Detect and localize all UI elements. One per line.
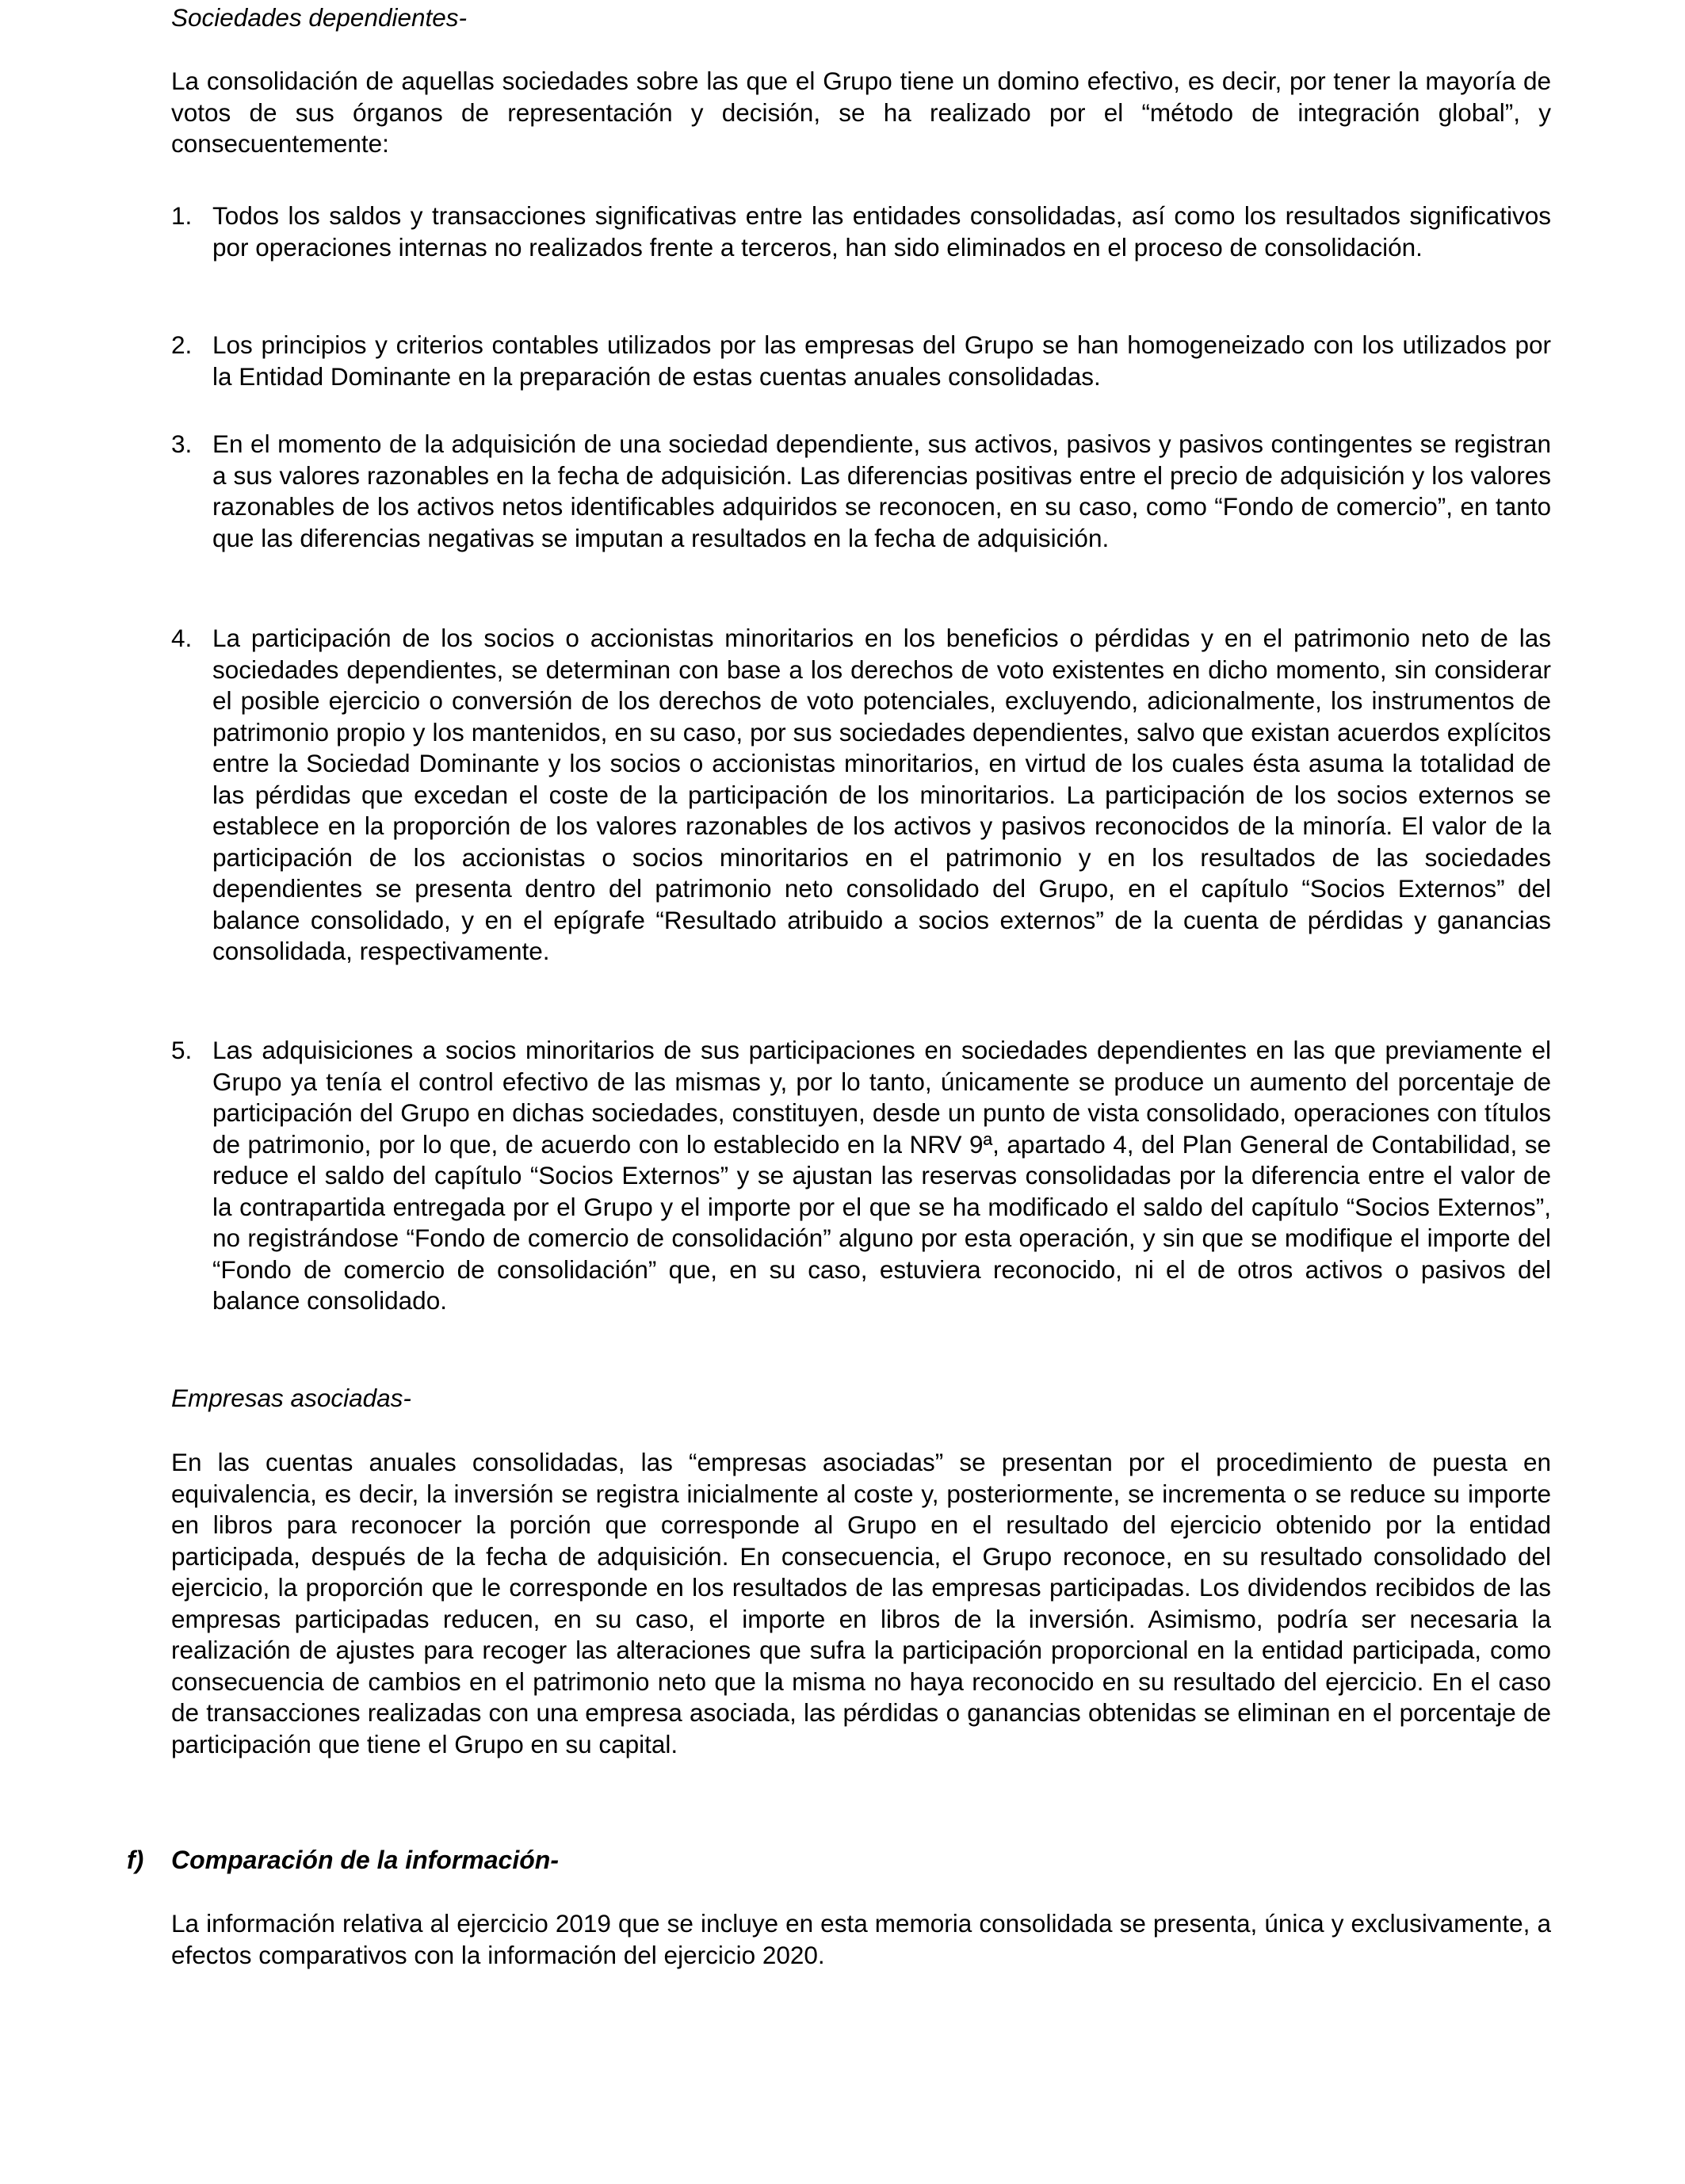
section-heading-comparacion [127,1845,559,1877]
list-item-number: 3. [171,430,193,458]
paragraph-dependientes-intro: La consolidación de aquellas sociedades sobre las que el Grupo tiene un domino efectivo, es decir, por tener la mayoría de votos de sus órganos de representación y decisión, se ha realizado por el “método de integración global”, y consecuentemente: [171,67,1551,158]
section-title: Comparación de la información- [171,1846,559,1874]
list-item-text: Todos los saldos y transacciones significativas entre las entidades consolidadas, así como los resultados significativos por operaciones internas no realizados frente a terceros, han sido eliminados en el proceso de consolidación. [212,201,1551,262]
list-item-text: Las adquisiciones a socios minoritarios de sus participaciones en sociedades dependientes en las que previamente el Grupo ya tenía el control efectivo de las mismas y, por lo tanto, únicamente se produce un aumento del porcentaje de participación del Grupo en dichas sociedades, constituyen, desde un punto de vista consolidado, operaciones con títulos de patrimonio, por lo que, de acuerdo con lo establecido en la NRV 9ª, apartado 4, del Plan General de Contabilidad, se reduce el saldo del capítulo “Socios Externos” y se ajustan las reservas consolidadas por la diferencia entre el valor de la contrapartida entregada por el Grupo y el importe por el que se ha modificado el saldo del capítulo “Socios Externos”, no registrándose “Fondo de comercio de consolidación” alguno por esta operación, y sin que se modifique el importe del “Fondo de comercio de consolidación” que, en su caso, estuviera reconocido, ni el de otros activos o pasivos del balance consolidado. [212,1036,1551,1315]
list-item [171,330,1551,392]
list-item-number: 2. [171,330,193,359]
list-item-text: En el momento de la adquisición de una sociedad dependiente, sus activos, pasivos y pasivos contingentes se registran a sus valores razonables en la fecha de adquisición. Las diferencias positivas entre el precio de adquisición y los valores razonables de los activos netos identificables adquiridos se reconocen, en su caso, como “Fondo de comercio”, en tanto que las diferencias negativas se imputan a resultados en la fecha de adquisición. [212,430,1551,552]
section-letter: f) [127,1846,144,1874]
list-item-number: 5. [171,1036,193,1064]
list-item [171,429,1551,554]
list-item-number: 1. [171,201,193,230]
paragraph-asociadas: En las cuentas anuales consolidadas, las “empresas asociadas” se presentan por el procedimiento de puesta en equivalencia, es decir, la inversión se registra inicialmente al coste y, posteriormente, se incrementa o se reduce su importe en libros para reconocer la porción que corresponde al Grupo en el resultado del ejercicio obtenido por la entidad participada, después de la fecha de adquisición. En consecuencia, el Grupo reconoce, en su resultado consolidado del ejercicio, la proporción que le corresponde en los resultados de las empresas participadas. Los dividendos recibidos de las empresas participadas reducen, en su caso, el importe en libros de la inversión. Asimismo, podría ser necesaria la realización de ajustes para recoger las alteraciones que sufra la participación proporcional en la entidad participada, como consecuencia de cambios en el patrimonio neto que la misma no haya reconocido en su resultado del ejercicio. En el caso de transacciones realizadas con una empresa asociada, las pérdidas o ganancias obtenidas se eliminan en el porcentaje de participación que tiene el Grupo en su capital. [171,1448,1551,1758]
heading-sociedades-dependientes: Sociedades dependientes- [171,3,468,32]
list-item-text: La participación de los socios o accionistas minoritarios en los beneficios o pérdidas y en el patrimonio neto de las sociedades dependientes, se determinan con base a los derechos de voto existentes en dicho momento, sin considerar el posible ejercicio o conversión de los derechos de voto potenciales, excluyendo, adicionalmente, los instrumentos de patrimonio propio y los mantenidos, en su caso, por sus sociedades dependientes, salvo que existan acuerdos explícitos entre la Sociedad Dominante y los socios o accionistas minoritarios, en virtud de los cuales ésta asuma la totalidad de las pérdidas que excedan el coste de la participación de los minoritarios. La participación de los socios externos se establece en la proporción de los valores razonables de los activos y pasivos reconocidos de la minoría. El valor de la participación de los accionistas o socios minoritarios en el patrimonio y en los resultados de las sociedades dependientes se presenta dentro del patrimonio neto consolidado del Grupo, en el capítulo “Socios Externos” del balance consolidado, y en el epígrafe “Resultado atribuido a socios externos” de la cuenta de pérdidas y ganancias consolidada, respectivamente. [212,624,1551,965]
paragraph-comparacion: La información relativa al ejercicio 2019 que se incluye en esta memoria consolidada se presenta, única y exclusivamente, a efectos comparativos con la información del ejercicio 2020. [171,1909,1551,1969]
heading-empresas-asociadas: Empresas asociadas- [171,1384,411,1412]
list-item-text: Los principios y criterios contables utilizados por las empresas del Grupo se han homogeneizado con los utilizados por la Entidad Dominante en la preparación de estas cuentas anuales consolidadas. [212,330,1551,391]
list-item-number: 4. [171,624,193,652]
list-item [171,1035,1551,1317]
list-item [171,623,1551,968]
list-item [171,200,1551,263]
